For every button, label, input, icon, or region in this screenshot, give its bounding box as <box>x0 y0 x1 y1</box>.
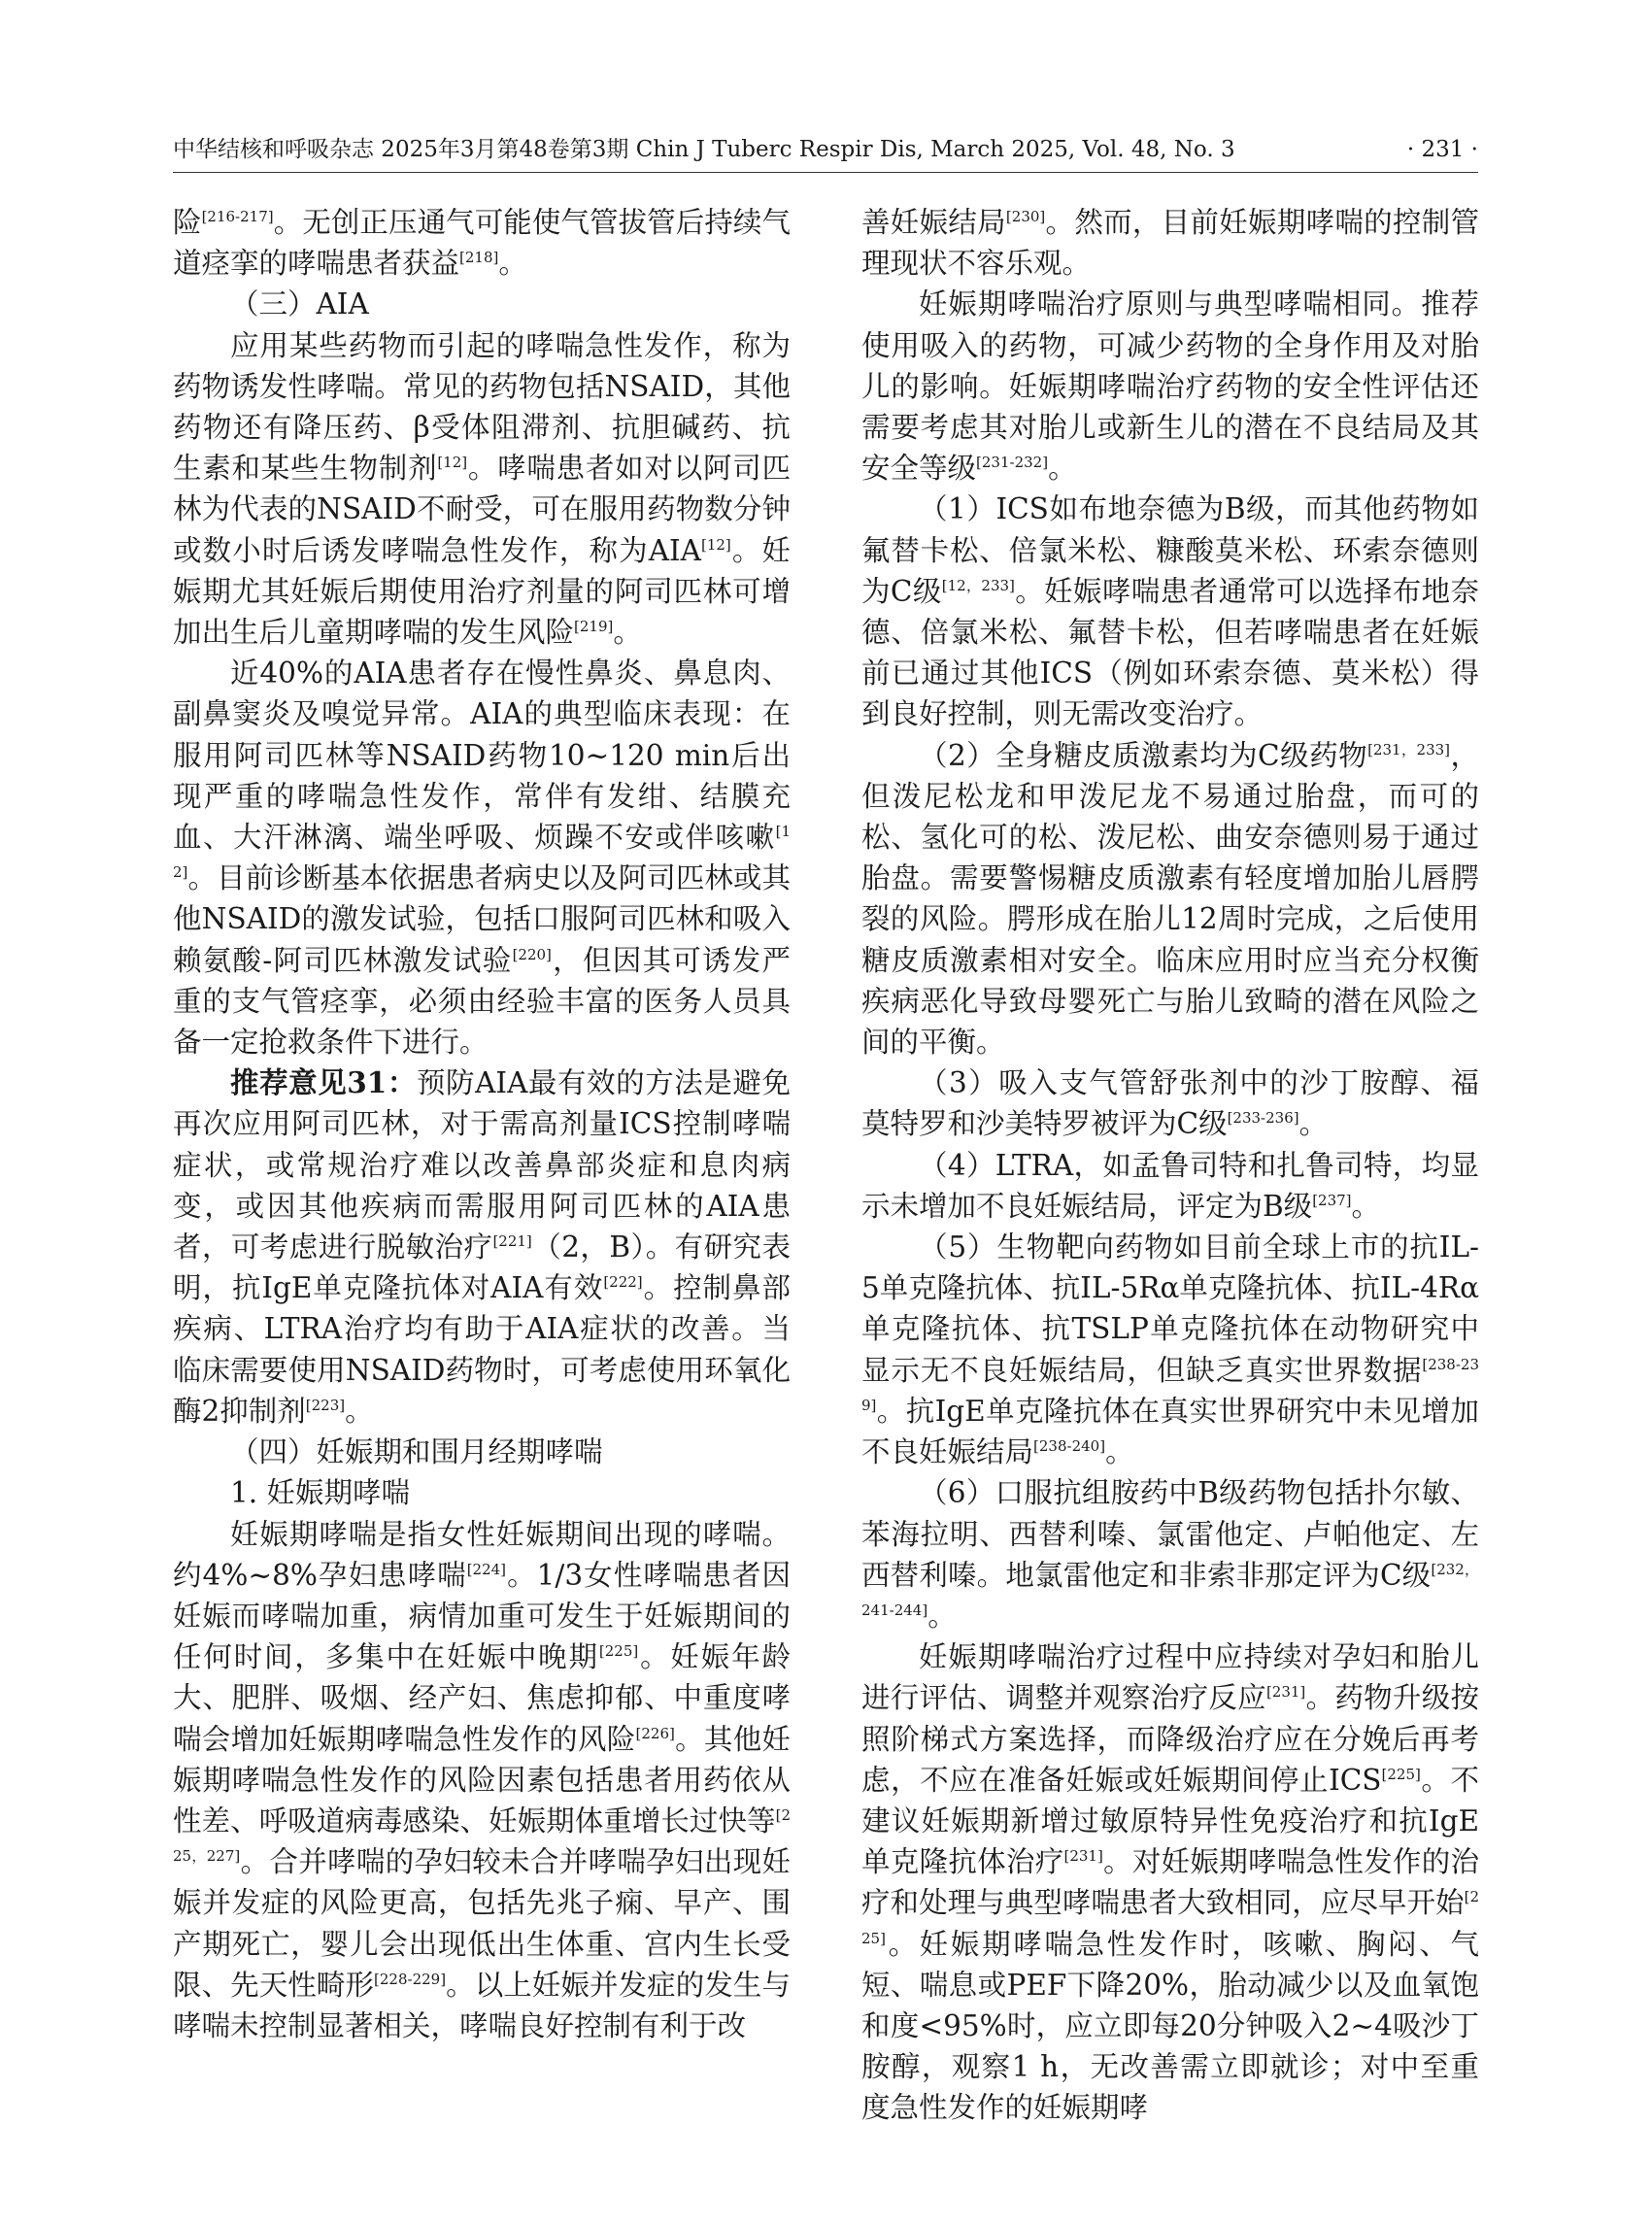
body-paragraph <box>173 1062 791 1432</box>
text-run: （5）生物靶向药物如目前全球上市的抗IL-5单克隆抗体、抗IL-5Rα单克隆抗体、抗IL-4Rα单克隆抗体、抗TSLP单克隆抗体在动物研究中显示无不良妊娠结局，但缺乏真实世界数据 <box>861 1230 1479 1387</box>
text-run: 妊娠期哮喘治疗原则与典型哮喘相同。推荐使用吸入的药物，可减少药物的全身作用及对胎儿的影响。妊娠期哮喘治疗药物的安全性评估还需要考虑其对胎儿或新生儿的潜在不良结局及其安全等级 <box>861 287 1479 486</box>
text-run: 。妊娠期哮喘急性发作时，咳嗽、胸闷、气短、喘息或PEF下降20%，胎动减少以及血氧饱和度<95%时，应立即每20分钟吸入2~4吸沙丁胺醇，观察1 h，无改善需立即就诊；对中至重度急性发作的妊娠期哮 <box>861 1927 1479 2125</box>
body-paragraph <box>861 1636 1479 2128</box>
text-run: （1）ICS如布地奈德为B级，而其他药物如氟替卡松、倍氯米松、糠酸莫米松、环索奈德则为C级 <box>861 492 1479 608</box>
citation-ref: [232，241-244] <box>861 1560 1480 1620</box>
body-paragraph <box>173 653 791 1062</box>
citation-ref: [231] <box>1265 1683 1306 1702</box>
text-run: 善妊娠结局 <box>861 206 1006 239</box>
citation-ref: [238-240] <box>1033 1437 1106 1456</box>
text-run: ，但泼尼松龙和甲泼尼龙不易通过胎盘，而可的松、氢化可的松、泼尼松、曲安奈德则易于通过胎盘。需要警惕糖皮质激素有轻度增加胎儿唇腭裂的风险。腭形成在胎儿12周时完成，之后使用糖皮质激素相对安全。临床应用时应当充分权衡疾病恶化导致母婴死亡与胎儿致畸的潜在风险之间的平衡。 <box>861 738 1479 1060</box>
citation-ref: [12] <box>437 454 468 472</box>
page-number: · 231 · <box>1406 137 1478 162</box>
text-run: 。对妊娠期哮喘急性发作的治疗和处理与典型哮喘患者大致相同，应尽早开始 <box>861 1845 1479 1920</box>
body-paragraph <box>173 325 791 654</box>
text-run: 预防AIA最有效的方法是避免再次应用阿司匹林，对于需高剂量ICS控制哮喘症状，或常规治疗难以改善鼻部炎症和息肉病变，或因其他疾病而需服用阿司匹林的AIA患者，可考虑进行脱敏治疗 <box>173 1066 791 1264</box>
citation-ref: [12] <box>700 535 731 554</box>
citation-ref: [220] <box>512 945 552 963</box>
body-paragraph <box>861 489 1479 734</box>
text-run: 。无创正压通气可能使气管拔管后持续气道痉挛的哮喘患者获益 <box>173 206 791 281</box>
section-heading <box>173 284 791 324</box>
text-run: 。 <box>1105 1435 1134 1469</box>
citation-ref: [222] <box>603 1273 643 1292</box>
body-paragraph <box>861 284 1479 489</box>
text-run: 。药物升级按照阶梯式方案选择，而降级治疗应在分娩后再考虑，不应在准备妊娠或妊娠期间停止ICS <box>861 1681 1479 1797</box>
text-run: （6）口服抗组胺药中B级药物包括扑尔敏、苯海拉明、西替利嗪、氯雷他定、卢帕他定、左西替利嗪。地氯雷他定和非索非那定评为C级 <box>861 1476 1479 1592</box>
body-paragraph <box>173 1514 791 2047</box>
citation-ref: [12，233] <box>941 577 1015 594</box>
citation-ref: [219] <box>574 618 614 636</box>
body-paragraph <box>861 1227 1479 1472</box>
citation-ref: [221] <box>492 1232 532 1251</box>
text-run: 。 <box>927 1599 957 1633</box>
body-paragraph <box>173 202 791 284</box>
text-run: （2，B）。有研究表明，抗IgE单克隆抗体对AIA有效 <box>173 1230 791 1305</box>
journal-citation: 中华结核和呼吸杂志 2025年3月第48卷第3期 Chin J Tuberc Respir Dis, March 2025, Vol. 48, No. 3 <box>173 137 1235 162</box>
body-paragraph <box>861 1472 1479 1636</box>
text-run: 。 <box>1351 1189 1381 1223</box>
header-rule <box>173 172 1478 173</box>
citation-ref: [225] <box>598 1642 639 1661</box>
right-column <box>861 202 1479 2129</box>
citation-ref: [224] <box>466 1560 507 1578</box>
citation-ref: [230] <box>1005 208 1046 226</box>
citation-ref: [12] <box>173 823 791 882</box>
citation-ref: [231] <box>1063 1847 1103 1866</box>
text-run: 。 <box>345 1394 374 1428</box>
text-run: 近40%的AIA患者存在慢性鼻炎、鼻息肉、副鼻窦炎及嗅觉异常。AIA的典型临床表现：在服用阿司匹林等NSAID药物10~120 min后出现严重的哮喘急性发作，常伴有发绀、结膜充血、大汗淋漓、端坐呼吸、烦躁不安或伴咳嗽 <box>173 657 791 855</box>
citation-ref: [223] <box>305 1397 346 1415</box>
body-paragraph <box>861 1145 1479 1227</box>
citation-ref: [225] <box>1381 1765 1421 1783</box>
text-run: 。妊娠年龄大、肥胖、吸烟、经产妇、焦虑抑郁、中重度哮喘会增加妊娠期哮喘急性发作的风险 <box>173 1640 791 1756</box>
citation-ref: [218] <box>459 249 499 267</box>
text-run: 。目前诊断基本依据患者病史以及阿司匹林或其他NSAID的激发试验，包括口服阿司匹林和吸入赖氨酸-阿司匹林激发试验 <box>173 861 791 977</box>
text-run: （4）LTRA，如孟鲁司特和扎鲁司特，均显示未增加不良妊娠结局，评定为B级 <box>861 1148 1479 1223</box>
left-column <box>173 202 791 2046</box>
text-run: 妊娠期哮喘治疗过程中应持续对孕妇和胎儿进行评估、调整并观察治疗反应 <box>861 1640 1479 1715</box>
section-heading <box>173 1472 791 1513</box>
text-run: 。 <box>1048 452 1077 486</box>
text-run: 。妊娠期尤其妊娠后期使用治疗剂量的阿司匹林可增加出生后儿童期哮喘的发生风险 <box>173 533 791 650</box>
running-header <box>173 130 1478 169</box>
body-paragraph <box>861 1062 1479 1144</box>
text-run: 。不建议妊娠期新增过敏原特异性免疫治疗和抗IgE单克隆抗体治疗 <box>861 1763 1479 1879</box>
text-run: 。抗IgE单克隆抗体在真实世界研究中未见增加不良妊娠结局 <box>861 1394 1479 1469</box>
text-run: 。妊娠哮喘患者通常可以选择布地奈德、倍氯米松、氟替卡松，但若哮喘患者在妊娠前已通过其他ICS（例如环索奈德、莫米松）得到良好控制，则无需改变治疗。 <box>861 574 1479 731</box>
text-run: 。然而，目前妊娠期哮喘的控制管理现状不容乐观。 <box>861 206 1479 281</box>
citation-ref: [225] <box>861 1888 1479 1947</box>
citation-ref: [237] <box>1312 1192 1352 1210</box>
citation-ref: [226] <box>635 1724 675 1742</box>
text-run: 。 <box>1298 1107 1329 1141</box>
citation-ref: [216-217] <box>201 208 274 226</box>
body-paragraph <box>861 735 1479 1063</box>
citation-ref: [228-229] <box>374 1970 447 1988</box>
text-run: 。以上妊娠并发症的发生与哮喘未控制显著相关，哮喘良好控制有利于改 <box>173 1968 791 2042</box>
text-run: 。哮喘患者如对以阿司匹林为代表的NSAID不耐受，可在服用药物数分钟或数小时后诱发哮喘急性发作，称为AIA <box>173 452 791 567</box>
text-run: 。1/3女性哮喘患者因妊娠而哮喘加重，病情加重可发生于妊娠期间的任何时间，多集中在妊娠中晚期 <box>173 1558 791 1674</box>
text-run: 应用某些药物而引起的哮喘急性发作，称为药物诱发性哮喘。常见的药物包括NSAID，其他药物还有降压药、β受体阻滞剂、抗胆碱药、抗生素和某些生物制剂 <box>173 328 791 486</box>
citation-ref: [231-232] <box>976 454 1049 472</box>
citation-ref: [238-239] <box>861 1355 1479 1415</box>
text-run: 。 <box>613 616 642 650</box>
text-run: （3）吸入支气管舒张剂中的沙丁胺醇、福莫特罗和沙美特罗被评为C级 <box>861 1066 1479 1141</box>
text-run: ，但因其可诱发严重的支气管痉挛，必须由经验丰富的医务人员具备一定抢救条件下进行。 <box>173 943 791 1060</box>
text-run: （三）AIA <box>230 287 369 321</box>
text-run: 妊娠期哮喘是指女性妊娠期间出现的哮喘。约4%~8%孕妇患哮喘 <box>173 1517 791 1592</box>
text-run: 。控制鼻部疾病、LTRA治疗均有助于AIA症状的改善。当临床需要使用NSAID药物时，可考虑使用环氧化酶2抑制剂 <box>173 1271 791 1428</box>
citation-ref: [233-236] <box>1227 1109 1299 1128</box>
citation-ref: [225，227] <box>173 1806 791 1866</box>
text-run: 。其他妊娠期哮喘急性发作的风险因素包括患者用药依从性差、呼吸道病毒感染、妊娠期体重增长过快等 <box>173 1722 791 1837</box>
body-paragraph <box>861 202 1479 284</box>
text-run: 。合并哮喘的孕妇较未合并哮喘孕妇出现妊娠并发症的风险更高，包括先兆子痫、早产、围产期死亡，婴儿会出现低出生体重、宫内生长受限、先天性畸形 <box>173 1845 791 2002</box>
text-run: 1. 妊娠期哮喘 <box>230 1476 411 1510</box>
text-run: （四）妊娠期和围月经期哮喘 <box>230 1435 603 1469</box>
text-run: （2）全身糖皮质激素均为C级药物 <box>919 738 1368 772</box>
section-heading <box>173 1432 791 1472</box>
text-run: 。 <box>498 247 527 281</box>
text-run: 险 <box>173 206 202 239</box>
recommendation-label: 推荐意见31： <box>230 1065 417 1100</box>
citation-ref: [231，233] <box>1367 740 1451 759</box>
